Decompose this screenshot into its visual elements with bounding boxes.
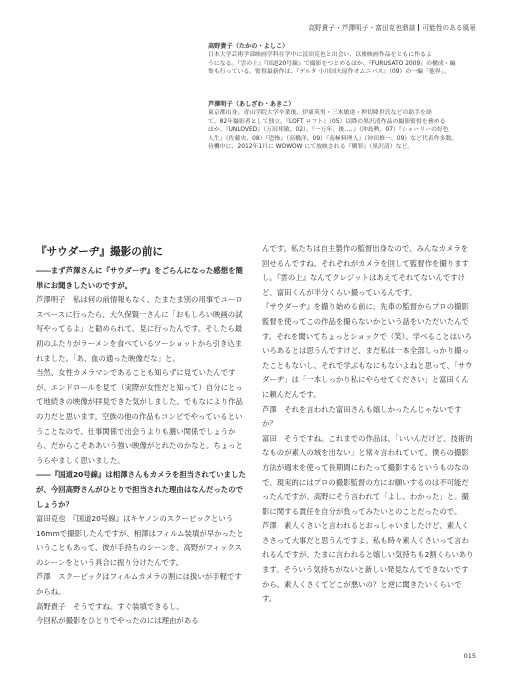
right-column bbox=[262, 242, 474, 607]
left-column bbox=[36, 264, 247, 629]
interview-paragraph: んです。私たちは自主製作の監督出身なので、みんなカメラを回せるんですね。それぞれがカメラを回して監督作を撮りますし。『雲の上』なんてクレジットはあえてそれてないんですけど、富田くんが半分くらい撮っているんです。 bbox=[262, 244, 469, 297]
bio-ashizawa bbox=[208, 101, 476, 151]
bio-takano bbox=[208, 43, 476, 77]
bio-line: 東京都出身。青山学院大学卒業後、伊東英男・三木敏達・押切隆世氏などの助手を経 bbox=[208, 110, 432, 117]
section-title: 『サウダーヂ』撮影の前に bbox=[36, 246, 164, 258]
bio-line: ほか、『UNLOVED』（万田邦敏、02）、『一万年、後…。』（沖島勲、07）『シャーリーの好色 bbox=[208, 127, 449, 134]
header-section: 可能性のある風景 bbox=[422, 24, 476, 32]
header-divider bbox=[418, 24, 419, 31]
interview-paragraph: 『サウダーヂ』を撮り始める前に、先車の監督からプロの撮影監督を使ってこの作品を撮らないかという話をいただいたんです。それを聞いてちょっとショックで（笑）。学べることはいろいろあるとは思うんですけど、まだ私は一本全部しっかり撮ったこともないし、それで学ぶもなにもないよねと思って、「サウダーヂ」は「一本しっかり私にやらせてください」と富田くんに頼んだんです。 bbox=[262, 302, 473, 399]
running-header bbox=[308, 22, 476, 32]
interview-paragraph: 今回私が撮影をひとりでやったのには理由がある bbox=[36, 616, 199, 626]
interview-paragraph: 芦澤 スクーピックはフィルムカメラの割には扱いが手軽ですからね。 bbox=[36, 572, 242, 597]
bio-line: て、82年撮影者として独立。『LOFT ロフト』（05）以降の黒沢清作品の撮影監督を務める bbox=[208, 118, 446, 125]
interview-paragraph: 当然、女性カメラマンであることも知らずに見ていたんですが、エンドロールを見て（実際が女性だと知って）自分にとって地続きの映像が拝見できた気がしました。でもなにより作品の力だと思います。空族の他の作品もコンビでやっているということなので、仕事関係で出会うよりも濃い関係でしょうから、だからこそああいう強い映像がとれたのかなと。ちょっとうらやましく思いました。 bbox=[36, 368, 243, 465]
interview-paragraph: 芦澤明子 私は何の前情報もなく、たまたま別の用事でユーロスペースに行ったら、大久保賢一さんに「おもしろい映画の試写やってるよ」と勧められて、見に行ったんです。そしたら最初のふたりがラーメンを食べているツーショットから引き込まれました。「あ、血の通った映像だな」と。 bbox=[36, 295, 243, 363]
interview-question: ――まず芦澤さんに『サウダーヂ』をごらんになった感想を簡単にお聞きしたいのですが。 bbox=[36, 266, 243, 290]
bio-line: 人生』（佐藤央、08）『恐怖』（高橋洋、09）『南極料理人』（沖田修一、09）など代表作多数。 bbox=[208, 135, 458, 142]
bio-line: うになる。『雲の上』『国道20号線』で撮影をつとめるほか、『FURUSATO 2009』の構成・編 bbox=[208, 60, 456, 67]
bio-name: 高野貴子（たかの・よしこ） bbox=[208, 43, 289, 50]
interview-paragraph: 高野貴子 そうですね。すぐ装填できるし。 bbox=[36, 601, 184, 611]
bio-line: 集も行っている。監督最新作は、『デルタ 小川国夫原作オムニバス』（09）の一編「他界」。 bbox=[208, 69, 450, 76]
interview-paragraph: 芦澤 それを言われた富田さんも嬉しかったんじゃないですか？ bbox=[262, 404, 462, 429]
bio-line: 日本大学芸術学部映画学科在学中に冨田克也と出会い、以後映画作品をともに作るよ bbox=[208, 52, 432, 59]
interview-question: ――『国道20号線』は相澤さんもカメラを担当されていましたが、今回高野さんがひとりで担当された理由はなんだったのでしょうか？ bbox=[36, 470, 246, 509]
header-participants: 高野貴子・芦澤明子・富田克也鼎談 bbox=[308, 24, 416, 32]
bio-name: 芦澤明子（あしざわ・あきこ） bbox=[208, 101, 295, 108]
page-number: 015 bbox=[463, 652, 476, 660]
interview-paragraph: 富田克也 『国道20号線』はキヤノンのスクーピックという16mmで撮影したんですが、相澤はフィルム装填が早かったということもあって、彼が手持ちのシーンを、高野がフィックスのシーンをという具合に振り分けたんです。 bbox=[36, 514, 244, 567]
bio-line: 待機中に、2012年1月に WOWOW にて放映される『贖罪』（黒沢清）など。 bbox=[208, 144, 414, 151]
interview-paragraph: 芦澤 素人くさいと言われるとおっしゃいましたけど、素人くささって大事だと思うんですよ。私も時々素人くさいって言われるんですが、たまに言われると嬉しい気持ちも2割くらいあります。そういう気持ちがないと新しい発見なんてできないですから。素人くさくてどこが悪いの？と逆に聞きたいくらいです。 bbox=[262, 521, 474, 604]
interview-paragraph: 富田 そうですね。これまでの作品は、「いいんだけど、技術的なものが素人の域を出ない」と常々言われていて。僕らの撮影方法が週末を使って長期間にわたって撮影するというものなので、現実的にはプロの撮影監督の方にお願いするのは不可能だったんですが、高野にそう言われて「よし、わかった」と。撮影に関する責任を自分が負ってみたいとのことだったので。 bbox=[262, 433, 473, 516]
